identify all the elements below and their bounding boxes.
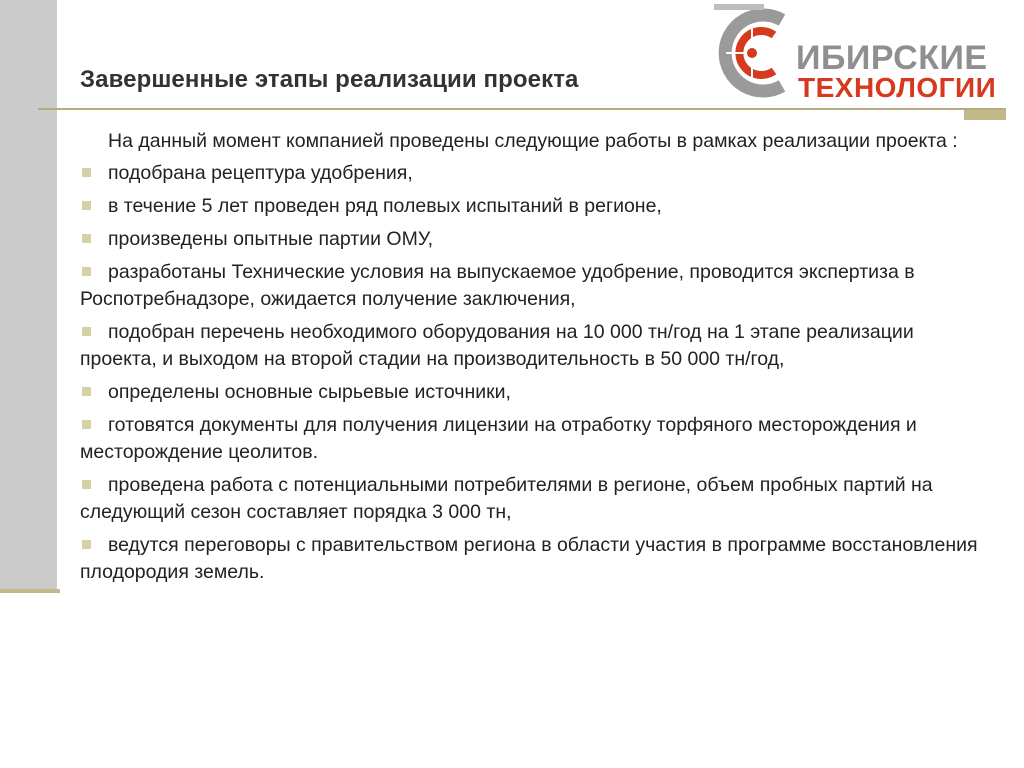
bullet-square-icon: [82, 168, 91, 177]
list-item-text: подобран перечень необходимого оборудования на 10 000 тн/год на 1 этапе реализации проекта, и выходом на второй стадии на производительность в 50 000 тн/год,: [80, 321, 914, 370]
list-item: [80, 160, 980, 187]
list-item: [80, 193, 980, 220]
intro-paragraph: На данный момент компанией проведены следующие работы в рамках реализации проекта :: [108, 130, 958, 152]
logo-text-top: ИБИРСКИЕ: [796, 39, 988, 77]
accent-square: [964, 110, 1006, 120]
list-item: [80, 226, 980, 253]
slide-title: Завершенные этапы реализации проекта: [80, 66, 579, 93]
list-item: [80, 379, 980, 406]
slide-body: [80, 128, 980, 592]
logo-text-bottom: ТЕХНОЛОГИИ: [798, 72, 997, 103]
list-item-text: определены основные сырьевые источники,: [108, 381, 511, 403]
list-item: [80, 532, 980, 586]
bullet-square-icon: [82, 201, 91, 210]
left-sidebar-accent-line: [0, 589, 60, 593]
left-sidebar-bar: [0, 0, 57, 591]
list-item: [80, 259, 980, 313]
list-item-text: готовятся документы для получения лицензии на отработку торфяного месторождения и месторождение цеолитов.: [80, 414, 917, 463]
bullet-square-icon: [82, 420, 91, 429]
list-item-text: ведутся переговоры с правительством региона в области участия в программе восстановления плодородия земель.: [80, 534, 978, 583]
list-item-text: произведены опытные партии ОМУ,: [108, 228, 434, 250]
bullet-square-icon: [82, 540, 91, 549]
bullet-square-icon: [82, 327, 91, 336]
list-item-text: в течение 5 лет проведен ряд полевых испытаний в регионе,: [108, 195, 662, 217]
bullet-square-icon: [82, 234, 91, 243]
title-underline: [38, 108, 1006, 110]
list-item: [80, 319, 980, 373]
list-item-text: подобрана рецептура удобрения,: [108, 162, 413, 184]
list-item: [80, 472, 980, 526]
list-item-text: проведена работа с потенциальными потребителями в регионе, объем пробных партий на следующий сезон составляет порядка 3 000 тн,: [80, 474, 933, 523]
list-item-text: разработаны Технические условия на выпускаемое удобрение, проводится экспертиза в Роспотребнадзоре, ожидается получение заключения,: [80, 261, 915, 310]
bullet-square-icon: [82, 480, 91, 489]
list-item: [80, 412, 980, 466]
company-logo: [704, 0, 1014, 106]
bullet-square-icon: [82, 387, 91, 396]
bullet-square-icon: [82, 267, 91, 276]
